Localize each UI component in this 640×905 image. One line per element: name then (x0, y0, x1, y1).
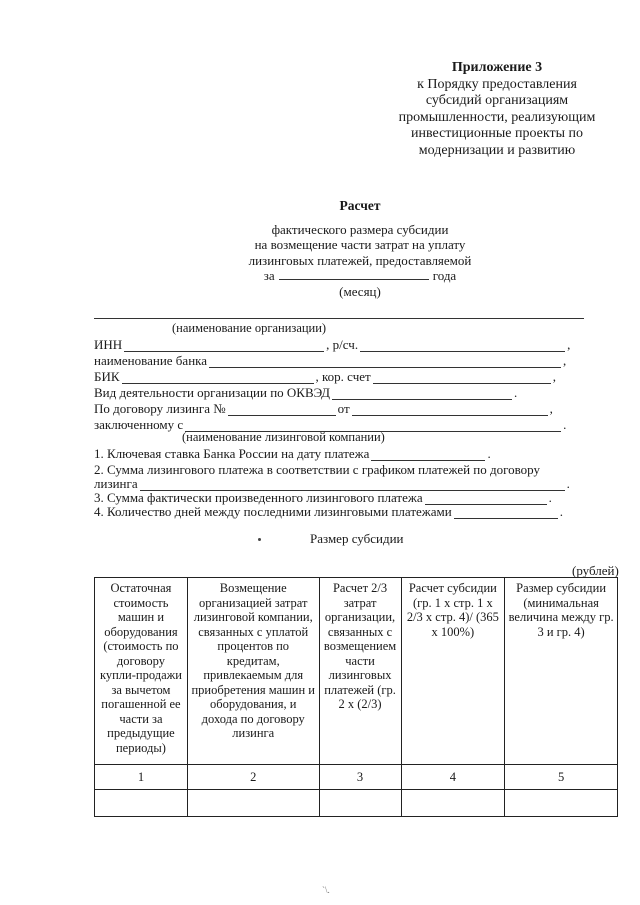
scan-speck: `\. (322, 885, 330, 895)
punct: . (563, 417, 567, 432)
punct: , (563, 353, 567, 368)
concluded-label: заключенному с (94, 417, 184, 432)
appendix-line: к Порядку предоставления (417, 76, 577, 92)
appendix-title: Приложение 3 (451, 60, 543, 75)
bik-row (94, 369, 556, 384)
appendix-line: промышленности, реализующим (398, 109, 596, 125)
appendix-line: модернизации и развитию (418, 142, 576, 158)
item-1 (94, 446, 491, 461)
okved-label: Вид деятельности организации по ОКВЭД (94, 385, 330, 400)
organization-name-line (94, 318, 584, 319)
empty-cell (95, 790, 188, 817)
inn-row (94, 337, 570, 352)
appendix-line: субсидий организациям (425, 93, 569, 108)
inn-field (124, 340, 324, 352)
lease-number-field (228, 404, 336, 416)
empty-cell (401, 790, 505, 817)
item-1-field (371, 449, 485, 461)
column-number: 1 (95, 765, 188, 790)
lease-row (94, 401, 553, 416)
header-cell: Расчет 2/3 затрат организации, связанных с возмещением части лизинговых платежей (гр. 2 х (2/3) (319, 578, 401, 765)
item-1-label: 1. Ключевая ставка Банка России на дату платежа (94, 446, 370, 461)
empty-cell (187, 790, 319, 817)
empty-cell (319, 790, 401, 817)
header-cell: Остаточная стоимость машин и оборудования (стоимость по договору купли-продажи за вычетом погашенной ее части за предыдущие периоды) (95, 578, 188, 765)
empty-cell (505, 790, 618, 817)
calculation-header (200, 198, 520, 299)
rs-label: , р/сч. (326, 337, 359, 352)
ks-field (373, 372, 551, 384)
ks-label: , кор. счет (315, 369, 371, 384)
table-number-row (95, 765, 618, 790)
month-caption: (месяц) (339, 283, 381, 299)
bank-label: наименование банка (94, 353, 208, 368)
punct: . (559, 504, 563, 519)
punct: , (549, 401, 553, 416)
bank-field (209, 356, 561, 368)
rs-field (360, 340, 565, 352)
item-2 (94, 462, 540, 477)
organization-caption: (наименование организации) (172, 321, 327, 335)
item-3-label: 3. Сумма фактически произведенного лизингового платежа (94, 490, 423, 505)
column-number: 2 (187, 765, 319, 790)
za-label: за (263, 268, 275, 283)
period-row (200, 268, 520, 284)
bank-row (94, 353, 566, 368)
column-number: 4 (401, 765, 505, 790)
column-number: 3 (319, 765, 401, 790)
calculation-line: на возмещение части затрат на уплату (254, 237, 466, 252)
bik-label: БИК (94, 369, 120, 384)
inn-label: ИНН (94, 337, 123, 352)
punct: . (487, 446, 491, 461)
table-row (95, 790, 618, 817)
item-2-label: 2. Сумма лизингового платежа в соответствии с графиком платежей по договору (94, 462, 541, 477)
header-cell: Расчет субсидии (гр. 1 х стр. 1 х 2/3 х стр. 4)/ (365 х 100%) (401, 578, 505, 765)
table-header-row (95, 578, 618, 765)
lessor-caption: (наименование лизинговой компании) (182, 430, 385, 444)
month-field (279, 268, 429, 280)
calculation-line: фактического размера субсидии (271, 221, 449, 237)
ot-label: от (337, 401, 350, 416)
lease-date-field (352, 404, 548, 416)
calculation-title: Расчет (339, 198, 381, 213)
punct: . (514, 385, 518, 400)
scan-dot (258, 538, 261, 541)
punct: . (566, 476, 570, 491)
item-2-cont (94, 476, 570, 491)
goda-label: года (432, 268, 457, 283)
header-cell: Размер субсидии (минимальная величина между гр. 3 и гр. 4) (505, 578, 618, 765)
item-4 (94, 504, 563, 519)
calculation-line: лизинговых платежей, предоставляемой (248, 252, 472, 268)
item-2-label-cont: лизинга (94, 476, 138, 491)
punct: . (548, 490, 552, 505)
punct: , (567, 337, 571, 352)
okved-field (332, 388, 512, 400)
table-unit: (рублей) (572, 563, 619, 578)
item-4-label: 4. Количество дней между последними лизинговыми платежами (94, 504, 452, 519)
appendix-block (388, 60, 606, 159)
item-4-field (454, 507, 558, 519)
appendix-line: инвестиционные проекты по (411, 126, 583, 141)
column-number: 5 (505, 765, 618, 790)
lease-label: По договору лизинга № (94, 401, 226, 416)
subsidy-table (94, 577, 618, 817)
okved-row (94, 385, 517, 400)
punct: , (552, 369, 556, 384)
table-title: Размер субсидии (310, 531, 404, 546)
bik-field (122, 372, 314, 384)
item-3 (94, 490, 552, 505)
header-cell: Возмещение организацией затрат лизинговой компании, связанных с уплатой процентов по кредитам, привлекаемым для приобретения машин и оборудования, и дохода по договору лизинга (187, 578, 319, 765)
